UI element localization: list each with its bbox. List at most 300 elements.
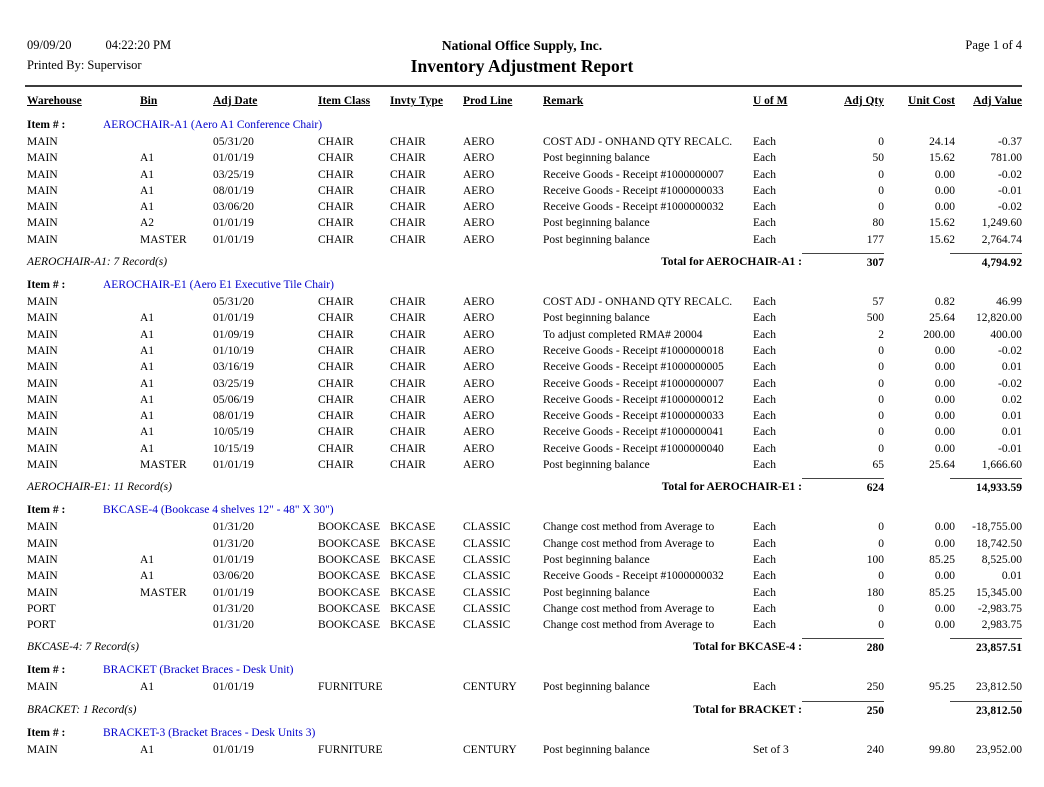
cell-prod-line: AERO [463, 168, 495, 181]
cell-adj-date: 01/01/19 [213, 586, 254, 599]
total-label: Total for BRACKET : [693, 703, 802, 716]
cell-prod-line: AERO [463, 361, 495, 374]
cell-invty-type: CHAIR [390, 217, 426, 230]
cell-bin: A1 [140, 570, 155, 583]
cell-adj-qty: 0 [878, 521, 884, 534]
cell-adj-value: 12,820.00 [976, 312, 1022, 325]
cell-warehouse: PORT [27, 619, 56, 632]
cell-warehouse: MAIN [27, 344, 58, 357]
cell-uofm: Each [753, 426, 776, 439]
cell-invty-type: CHAIR [390, 152, 426, 165]
cell-bin: A1 [140, 184, 155, 197]
cell-bin: MASTER [140, 233, 187, 246]
cell-prod-line: AERO [463, 152, 495, 165]
table-row [0, 201, 1044, 217]
printed-date: 09/09/20 [27, 38, 72, 52]
cell-prod-line: CLASSIC [463, 619, 511, 632]
item-header-row [0, 504, 1044, 521]
cell-adj-value: -0.02 [998, 344, 1022, 357]
cell-adj-qty: 180 [866, 586, 884, 599]
cell-remark: Receive Goods - Receipt #1000000005 [543, 361, 724, 374]
cell-adj-qty: 240 [866, 743, 884, 756]
item-header-row [0, 664, 1044, 681]
cell-bin: A1 [140, 152, 155, 165]
table-row [0, 329, 1044, 345]
total-label: Total for AEROCHAIR-A1 : [661, 256, 802, 269]
cell-adj-qty: 2 [878, 328, 884, 341]
cell-remark: Receive Goods - Receipt #1000000007 [543, 168, 724, 181]
table-row [0, 681, 1044, 697]
cell-prod-line: CLASSIC [463, 586, 511, 599]
cell-prod-line: CLASSIC [463, 553, 511, 566]
table-row [0, 296, 1044, 312]
cell-invty-type: BKCASE [390, 586, 436, 599]
cell-item-class: CHAIR [318, 152, 354, 165]
cell-uofm: Each [753, 168, 776, 181]
section-total-row [0, 252, 1044, 273]
cell-unit-cost: 25.64 [929, 312, 955, 325]
cell-bin: A1 [140, 377, 155, 390]
cell-adj-qty: 50 [872, 152, 884, 165]
cell-adj-date: 01/09/19 [213, 328, 254, 341]
cell-invty-type: BKCASE [390, 553, 436, 566]
cell-remark: Post beginning balance [543, 743, 650, 756]
cell-bin: A1 [140, 201, 155, 214]
cell-remark: Receive Goods - Receipt #1000000040 [543, 442, 724, 455]
cell-warehouse: MAIN [27, 553, 58, 566]
cell-invty-type: CHAIR [390, 377, 426, 390]
cell-adj-value: 8,525.00 [981, 553, 1022, 566]
cell-item-class: BOOKCASE [318, 570, 380, 583]
cell-adj-value: -0.02 [998, 168, 1022, 181]
page-indicator: Page 1 of 4 [965, 38, 1022, 52]
cell-remark: Change cost method from Average to [543, 521, 715, 534]
cell-remark: Receive Goods - Receipt #1000000033 [543, 410, 724, 423]
cell-bin: A1 [140, 168, 155, 181]
cell-warehouse: MAIN [27, 442, 58, 455]
cell-uofm: Each [753, 361, 776, 374]
cell-remark: Change cost method from Average to [543, 602, 715, 615]
cell-adj-qty: 0 [878, 168, 884, 181]
cell-adj-date: 01/01/19 [213, 459, 254, 472]
cell-bin: A1 [140, 553, 155, 566]
cell-item-class: CHAIR [318, 410, 354, 423]
cell-adj-date: 01/10/19 [213, 344, 254, 357]
cell-remark: Post beginning balance [543, 459, 650, 472]
cell-adj-qty: 57 [872, 296, 884, 309]
cell-remark: Receive Goods - Receipt #1000000018 [543, 344, 724, 357]
cell-item-class: CHAIR [318, 393, 354, 406]
col-adj-qty: Adj Qty [844, 95, 884, 107]
cell-uofm: Each [753, 233, 776, 246]
cell-adj-value: -0.01 [998, 184, 1022, 197]
item-link[interactable]: AEROCHAIR-A1 (Aero A1 Conference Chair) [103, 119, 323, 131]
cell-item-class: CHAIR [318, 168, 354, 181]
cell-bin: A1 [140, 312, 155, 325]
cell-adj-value: -0.02 [998, 377, 1022, 390]
cell-prod-line: AERO [463, 393, 495, 406]
col-unit-cost: Unit Cost [908, 95, 955, 107]
cell-adj-date: 05/31/20 [213, 136, 254, 148]
total-adj-value: 4,794.92 [950, 253, 1022, 269]
cell-adj-value: -0.02 [998, 201, 1022, 214]
cell-adj-value: 15,345.00 [976, 586, 1022, 599]
col-remark: Remark [543, 95, 584, 107]
cell-item-class: BOOKCASE [318, 521, 380, 534]
cell-unit-cost: 0.82 [934, 296, 955, 309]
cell-unit-cost: 15.62 [929, 217, 955, 230]
cell-warehouse: MAIN [27, 184, 58, 197]
cell-uofm: Set of 3 [753, 743, 789, 756]
cell-adj-qty: 65 [872, 459, 884, 472]
cell-unit-cost: 25.64 [929, 459, 955, 472]
item-header-row [0, 279, 1044, 296]
cell-warehouse: MAIN [27, 201, 58, 214]
total-adj-value: 14,933.59 [950, 478, 1022, 494]
cell-adj-date: 01/31/20 [213, 537, 254, 550]
cell-item-class: CHAIR [318, 459, 354, 472]
cell-invty-type: CHAIR [390, 361, 426, 374]
cell-item-class: BOOKCASE [318, 602, 380, 615]
item-number-label: Item # : [27, 504, 66, 517]
header-rule [25, 85, 1022, 87]
cell-remark: Receive Goods - Receipt #1000000007 [543, 377, 724, 390]
cell-adj-value: 0.01 [1001, 361, 1022, 374]
cell-prod-line: CENTURY [463, 681, 517, 694]
cell-bin: MASTER [140, 459, 187, 472]
cell-adj-date: 01/01/19 [213, 312, 254, 325]
col-adj-date: Adj Date [213, 95, 258, 107]
cell-item-class: CHAIR [318, 426, 354, 439]
cell-invty-type: CHAIR [390, 312, 426, 325]
cell-adj-date: 03/06/20 [213, 201, 254, 214]
cell-prod-line: CLASSIC [463, 537, 511, 550]
printed-time: 04:22:20 PM [105, 38, 172, 52]
cell-invty-type: CHAIR [390, 393, 426, 406]
cell-adj-date: 05/31/20 [213, 296, 254, 309]
cell-adj-value: 46.99 [996, 296, 1022, 309]
table-row [0, 169, 1044, 185]
cell-bin: A1 [140, 743, 155, 756]
record-count: BRACKET: 1 Record(s) [27, 703, 137, 716]
cell-unit-cost: 0.00 [934, 410, 955, 423]
cell-invty-type: CHAIR [390, 136, 426, 148]
total-label: Total for BKCASE-4 : [693, 641, 802, 654]
cell-remark: Change cost method from Average to [543, 537, 715, 550]
cell-adj-date: 01/01/19 [213, 217, 254, 230]
cell-uofm: Each [753, 553, 776, 566]
item-number-label: Item # : [27, 119, 66, 131]
cell-adj-date: 03/06/20 [213, 570, 254, 583]
cell-bin: A1 [140, 361, 155, 374]
cell-warehouse: MAIN [27, 570, 58, 583]
cell-unit-cost: 0.00 [934, 201, 955, 214]
cell-bin: A1 [140, 328, 155, 341]
company-name: National Office Supply, Inc. [441, 38, 603, 53]
cell-uofm: Each [753, 619, 776, 632]
cell-prod-line: AERO [463, 410, 495, 423]
cell-item-class: FURNITURE [318, 681, 383, 694]
table-row [0, 312, 1044, 328]
cell-unit-cost: 0.00 [934, 442, 955, 455]
cell-adj-date: 01/01/19 [213, 233, 254, 246]
cell-warehouse: MAIN [27, 217, 58, 230]
cell-invty-type: CHAIR [390, 426, 426, 439]
cell-warehouse: MAIN [27, 328, 58, 341]
cell-warehouse: PORT [27, 602, 56, 615]
cell-item-class: CHAIR [318, 217, 354, 230]
cell-remark: Post beginning balance [543, 233, 650, 246]
cell-uofm: Each [753, 312, 776, 325]
printed-by: Printed By: Supervisor [27, 58, 142, 72]
cell-adj-value: 18,742.50 [976, 537, 1022, 550]
cell-adj-qty: 0 [878, 361, 884, 374]
cell-warehouse: MAIN [27, 361, 58, 374]
cell-remark: Receive Goods - Receipt #1000000032 [543, 201, 724, 214]
record-count: AEROCHAIR-E1: 11 Record(s) [27, 481, 172, 494]
cell-adj-value: 400.00 [990, 328, 1022, 341]
cell-uofm: Each [753, 393, 776, 406]
cell-uofm: Each [753, 377, 776, 390]
cell-item-class: CHAIR [318, 344, 354, 357]
cell-warehouse: MAIN [27, 168, 58, 181]
table-row [0, 619, 1044, 635]
cell-adj-value: 0.02 [1001, 393, 1022, 406]
cell-adj-value: 1,666.60 [981, 459, 1022, 472]
item-number-label: Item # : [27, 664, 66, 677]
cell-uofm: Each [753, 459, 776, 472]
cell-adj-value: 2,983.75 [981, 619, 1022, 632]
cell-adj-date: 03/16/19 [213, 361, 254, 374]
cell-adj-qty: 0 [878, 393, 884, 406]
cell-prod-line: AERO [463, 184, 495, 197]
cell-adj-value: 2,764.74 [981, 233, 1022, 246]
cell-warehouse: MAIN [27, 393, 58, 406]
cell-prod-line: AERO [463, 344, 495, 357]
cell-invty-type: BKCASE [390, 521, 436, 534]
cell-warehouse: MAIN [27, 586, 58, 599]
item-number-label: Item # : [27, 279, 66, 292]
cell-adj-date: 08/01/19 [213, 410, 254, 423]
cell-uofm: Each [753, 681, 776, 694]
table-row [0, 217, 1044, 233]
cell-warehouse: MAIN [27, 426, 58, 439]
cell-warehouse: MAIN [27, 410, 58, 423]
cell-unit-cost: 0.00 [934, 393, 955, 406]
cell-uofm: Each [753, 296, 776, 309]
cell-item-class: CHAIR [318, 296, 354, 309]
cell-invty-type: CHAIR [390, 410, 426, 423]
cell-prod-line: CENTURY [463, 743, 517, 756]
cell-adj-date: 10/15/19 [213, 442, 254, 455]
cell-remark: To adjust completed RMA# 20004 [543, 328, 703, 341]
section-total-row [0, 700, 1044, 721]
cell-remark: Receive Goods - Receipt #1000000041 [543, 426, 724, 439]
cell-item-class: CHAIR [318, 136, 354, 148]
cell-warehouse: MAIN [27, 233, 58, 246]
cell-adj-value: 0.01 [1001, 426, 1022, 439]
cell-adj-value: 23,812.50 [976, 681, 1022, 694]
table-row [0, 136, 1044, 152]
cell-unit-cost: 15.62 [929, 233, 955, 246]
cell-item-class: CHAIR [318, 442, 354, 455]
cell-remark: Post beginning balance [543, 152, 650, 165]
cell-adj-qty: 250 [866, 681, 884, 694]
item-link[interactable]: AEROCHAIR-E1 (Aero E1 Executive Tile Chair) [103, 279, 334, 292]
cell-remark: Post beginning balance [543, 553, 650, 566]
item-link[interactable]: BRACKET-3 (Bracket Braces - Desk Units 3) [103, 726, 316, 739]
cell-warehouse: MAIN [27, 377, 58, 390]
cell-adj-value: 0.01 [1001, 410, 1022, 423]
table-row [0, 152, 1044, 168]
table-row [0, 345, 1044, 361]
cell-adj-date: 01/01/19 [213, 152, 254, 165]
cell-warehouse: MAIN [27, 296, 58, 309]
cell-adj-date: 01/01/19 [213, 681, 254, 694]
table-row [0, 443, 1044, 459]
cell-adj-date: 01/31/20 [213, 602, 254, 615]
cell-adj-qty: 100 [866, 553, 884, 566]
cell-item-class: BOOKCASE [318, 586, 380, 599]
cell-bin: A1 [140, 344, 155, 357]
table-row [0, 234, 1044, 250]
cell-uofm: Each [753, 602, 776, 615]
cell-unit-cost: 99.80 [929, 743, 955, 756]
cell-unit-cost: 0.00 [934, 570, 955, 583]
cell-unit-cost: 15.62 [929, 152, 955, 165]
column-header-row [0, 95, 1044, 113]
cell-unit-cost: 0.00 [934, 168, 955, 181]
cell-invty-type: BKCASE [390, 570, 436, 583]
cell-adj-date: 03/25/19 [213, 377, 254, 390]
cell-remark: Post beginning balance [543, 681, 650, 694]
cell-item-class: CHAIR [318, 312, 354, 325]
cell-invty-type: CHAIR [390, 184, 426, 197]
cell-item-class: BOOKCASE [318, 553, 380, 566]
record-count: AEROCHAIR-A1: 7 Record(s) [27, 256, 168, 269]
table-row [0, 538, 1044, 554]
item-link[interactable]: BKCASE-4 (Bookcase 4 shelves 12" - 48" X 30") [103, 504, 334, 517]
cell-uofm: Each [753, 136, 776, 148]
cell-adj-qty: 0 [878, 426, 884, 439]
col-warehouse: Warehouse [27, 95, 82, 107]
table-row [0, 361, 1044, 377]
cell-unit-cost: 85.25 [929, 586, 955, 599]
section-total-row [0, 637, 1044, 658]
cell-adj-qty: 0 [878, 410, 884, 423]
col-adj-value: Adj Value [973, 95, 1022, 107]
cell-unit-cost: 95.25 [929, 681, 955, 694]
table-row [0, 378, 1044, 394]
cell-unit-cost: 0.00 [934, 361, 955, 374]
cell-warehouse: MAIN [27, 136, 58, 148]
col-prod-line: Prod Line [463, 95, 513, 107]
cell-invty-type: CHAIR [390, 442, 426, 455]
cell-adj-qty: 0 [878, 136, 884, 148]
cell-adj-date: 10/05/19 [213, 426, 254, 439]
col-invty-type: Invty Type [390, 95, 443, 107]
cell-item-class: CHAIR [318, 184, 354, 197]
table-row [0, 587, 1044, 603]
cell-warehouse: MAIN [27, 743, 58, 756]
cell-prod-line: AERO [463, 426, 495, 439]
cell-warehouse: MAIN [27, 152, 58, 165]
cell-unit-cost: 0.00 [934, 619, 955, 632]
cell-warehouse: MAIN [27, 521, 58, 534]
cell-prod-line: AERO [463, 296, 495, 309]
cell-adj-qty: 177 [866, 233, 884, 246]
cell-item-class: BOOKCASE [318, 619, 380, 632]
cell-uofm: Each [753, 521, 776, 534]
cell-prod-line: CLASSIC [463, 602, 511, 615]
cell-warehouse: MAIN [27, 537, 58, 550]
cell-uofm: Each [753, 344, 776, 357]
cell-warehouse: MAIN [27, 312, 58, 325]
table-row [0, 603, 1044, 619]
cell-remark: Post beginning balance [543, 586, 650, 599]
cell-adj-qty: 0 [878, 619, 884, 632]
cell-adj-value: -2,983.75 [977, 602, 1022, 615]
cell-adj-value: 1,249.60 [981, 217, 1022, 230]
cell-adj-value: -0.37 [998, 136, 1022, 148]
cell-invty-type: CHAIR [390, 344, 426, 357]
cell-adj-date: 08/01/19 [213, 184, 254, 197]
total-label: Total for AEROCHAIR-E1 : [661, 481, 802, 494]
item-number-label: Item # : [27, 726, 66, 739]
table-row [0, 554, 1044, 570]
cell-uofm: Each [753, 570, 776, 583]
cell-item-class: CHAIR [318, 233, 354, 246]
cell-adj-qty: 0 [878, 442, 884, 455]
cell-unit-cost: 0.00 [934, 426, 955, 439]
cell-adj-qty: 0 [878, 377, 884, 390]
cell-bin: A1 [140, 410, 155, 423]
cell-unit-cost: 24.14 [929, 136, 955, 148]
cell-adj-value: -18,755.00 [972, 521, 1022, 534]
cell-remark: COST ADJ - ONHAND QTY RECALC. [543, 296, 733, 309]
cell-invty-type: CHAIR [390, 168, 426, 181]
cell-adj-value: -0.01 [998, 442, 1022, 455]
cell-item-class: CHAIR [318, 328, 354, 341]
cell-bin: A1 [140, 393, 155, 406]
cell-warehouse: MAIN [27, 459, 58, 472]
cell-item-class: CHAIR [318, 361, 354, 374]
cell-prod-line: CLASSIC [463, 521, 511, 534]
table-row [0, 459, 1044, 475]
cell-remark: COST ADJ - ONHAND QTY RECALC. [543, 136, 733, 148]
cell-uofm: Each [753, 217, 776, 230]
cell-prod-line: AERO [463, 312, 495, 325]
cell-adj-date: 01/31/20 [213, 521, 254, 534]
item-link[interactable]: BRACKET (Bracket Braces - Desk Unit) [103, 664, 294, 677]
cell-adj-value: 781.00 [990, 152, 1022, 165]
cell-adj-qty: 0 [878, 602, 884, 615]
cell-prod-line: AERO [463, 201, 495, 214]
cell-bin: MASTER [140, 586, 187, 599]
total-adj-qty: 624 [802, 478, 884, 494]
cell-adj-date: 01/01/19 [213, 743, 254, 756]
table-row [0, 521, 1044, 537]
col-bin: Bin [140, 95, 158, 107]
item-header-row [0, 119, 1044, 136]
cell-prod-line: AERO [463, 233, 495, 246]
cell-uofm: Each [753, 537, 776, 550]
cell-bin: A1 [140, 442, 155, 455]
cell-invty-type: BKCASE [390, 537, 436, 550]
cell-remark: Post beginning balance [543, 217, 650, 230]
cell-remark: Receive Goods - Receipt #1000000012 [543, 393, 724, 406]
cell-unit-cost: 85.25 [929, 553, 955, 566]
